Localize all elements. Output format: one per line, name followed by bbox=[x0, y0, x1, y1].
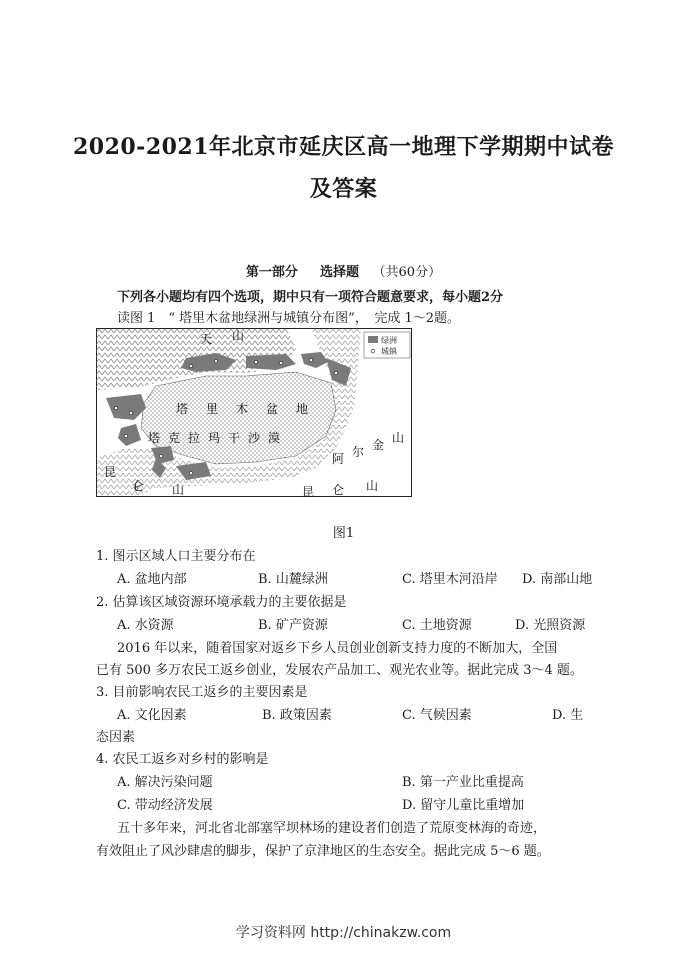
passage-2-line-1: 2016 年以来，随着国家对返乡下乡人员创业创新支持力度的不断加大，全国 bbox=[117, 641, 558, 656]
q3-option-b: B. 政策因素 bbox=[262, 708, 332, 723]
title-line-1: 2020-2021年北京市延庆区高一地理下学期期中试卷 bbox=[72, 134, 615, 160]
tarim-basin-map bbox=[96, 328, 412, 497]
q4-option-a: A. 解决污染问题 bbox=[117, 775, 213, 790]
q1-stem: 1. 图示区域人口主要分布在 bbox=[96, 549, 256, 564]
title-line-2: 及答案 bbox=[309, 176, 378, 202]
q4-option-d: D. 留守儿童比重增加 bbox=[402, 798, 525, 813]
figure-caption: 图1 bbox=[332, 526, 355, 541]
svg-text:塔: 塔 bbox=[176, 402, 189, 416]
q3-option-c: C. 气候因素 bbox=[402, 708, 472, 723]
passage-2-line-2: 已有 500 多万农民工返乡创业，发展农产品加工、观光农业等。据此完成 3～4 题。 bbox=[96, 663, 583, 678]
svg-text:克: 克 bbox=[168, 431, 181, 445]
svg-text:干: 干 bbox=[228, 431, 241, 445]
svg-text:仑: 仑 bbox=[332, 483, 345, 497]
svg-text:里: 里 bbox=[206, 402, 219, 416]
svg-text:山: 山 bbox=[172, 483, 185, 497]
svg-text:山: 山 bbox=[366, 479, 379, 493]
svg-text:昆: 昆 bbox=[104, 465, 117, 479]
svg-text:山: 山 bbox=[392, 431, 405, 445]
section-header bbox=[0, 261, 687, 280]
instruction: 下列各小题均有四个选项，期中只有一项符合题意要求，每小题2分 bbox=[117, 290, 504, 305]
svg-text:盆: 盆 bbox=[266, 402, 279, 416]
section-name: 第一部分 bbox=[245, 265, 298, 280]
q2-option-a: A. 水资源 bbox=[117, 618, 174, 633]
q1-option-d: D. 南部山地 bbox=[522, 572, 593, 587]
q2-option-b: B. 矿产资源 bbox=[258, 618, 328, 633]
q1-option-c: C. 塔里木河沿岸 bbox=[402, 572, 498, 587]
q1-option-a: A. 盆地内部 bbox=[117, 572, 187, 587]
svg-text:地: 地 bbox=[296, 402, 309, 416]
footer-watermark: 学习资料网 http://chinakzw.com bbox=[235, 925, 452, 941]
svg-text:沙: 沙 bbox=[248, 431, 261, 445]
q3-option-d-wrap: 态因素 bbox=[96, 730, 136, 745]
section-type: 选择题 bbox=[319, 265, 359, 280]
passage-3-line-2: 有效阻止了风沙肆虐的脚步，保护了京津地区的生态安全。据此完成 5～6 题。 bbox=[96, 844, 550, 859]
q4-option-c: C. 带动经济发展 bbox=[117, 798, 213, 813]
q3-option-a: A. 文化因素 bbox=[117, 708, 187, 723]
svg-text:漠: 漠 bbox=[268, 431, 281, 445]
q4-stem: 4. 农民工返乡对乡村的影响是 bbox=[96, 752, 269, 767]
svg-text:尔: 尔 bbox=[352, 445, 365, 459]
q4-option-b: B. 第一产业比重提高 bbox=[402, 775, 524, 790]
intro-1: 读图 1 “ 塔里木盆地绿洲与城镇分布图”， 完成 1～2题。 bbox=[117, 311, 461, 326]
svg-text:塔: 塔 bbox=[148, 431, 161, 445]
svg-text:阿: 阿 bbox=[332, 452, 345, 466]
svg-text:拉: 拉 bbox=[188, 431, 201, 445]
svg-text:木: 木 bbox=[236, 402, 249, 416]
q2-option-d: D. 光照资源 bbox=[515, 618, 586, 633]
q1-option-b: B. 山麓绿洲 bbox=[258, 572, 328, 587]
q2-stem: 2. 估算该区域资源环境承载力的主要依据是 bbox=[96, 595, 347, 610]
q3-option-d: D. 生 bbox=[552, 708, 584, 723]
svg-text:仑: 仑 bbox=[132, 479, 145, 493]
q2-option-c: C. 土地资源 bbox=[402, 618, 472, 633]
svg-text:玛: 玛 bbox=[208, 431, 221, 445]
legend-oasis: 绿洲 bbox=[381, 336, 397, 345]
q3-stem: 3. 目前影响农民工返乡的主要因素是 bbox=[96, 685, 308, 700]
legend-town: 城镇 bbox=[381, 347, 397, 356]
passage-3-line-1: 五十多年来，河北省北部塞罕坝林场的建设者们创造了荒原变林海的奇迹， bbox=[117, 821, 547, 836]
label-tian: 天 bbox=[200, 332, 213, 346]
label-shan: 山 bbox=[232, 329, 245, 343]
section-points: （共60分） bbox=[372, 265, 442, 280]
svg-text:昆: 昆 bbox=[302, 485, 315, 497]
map-legend bbox=[364, 332, 410, 358]
svg-text:金: 金 bbox=[372, 438, 385, 452]
